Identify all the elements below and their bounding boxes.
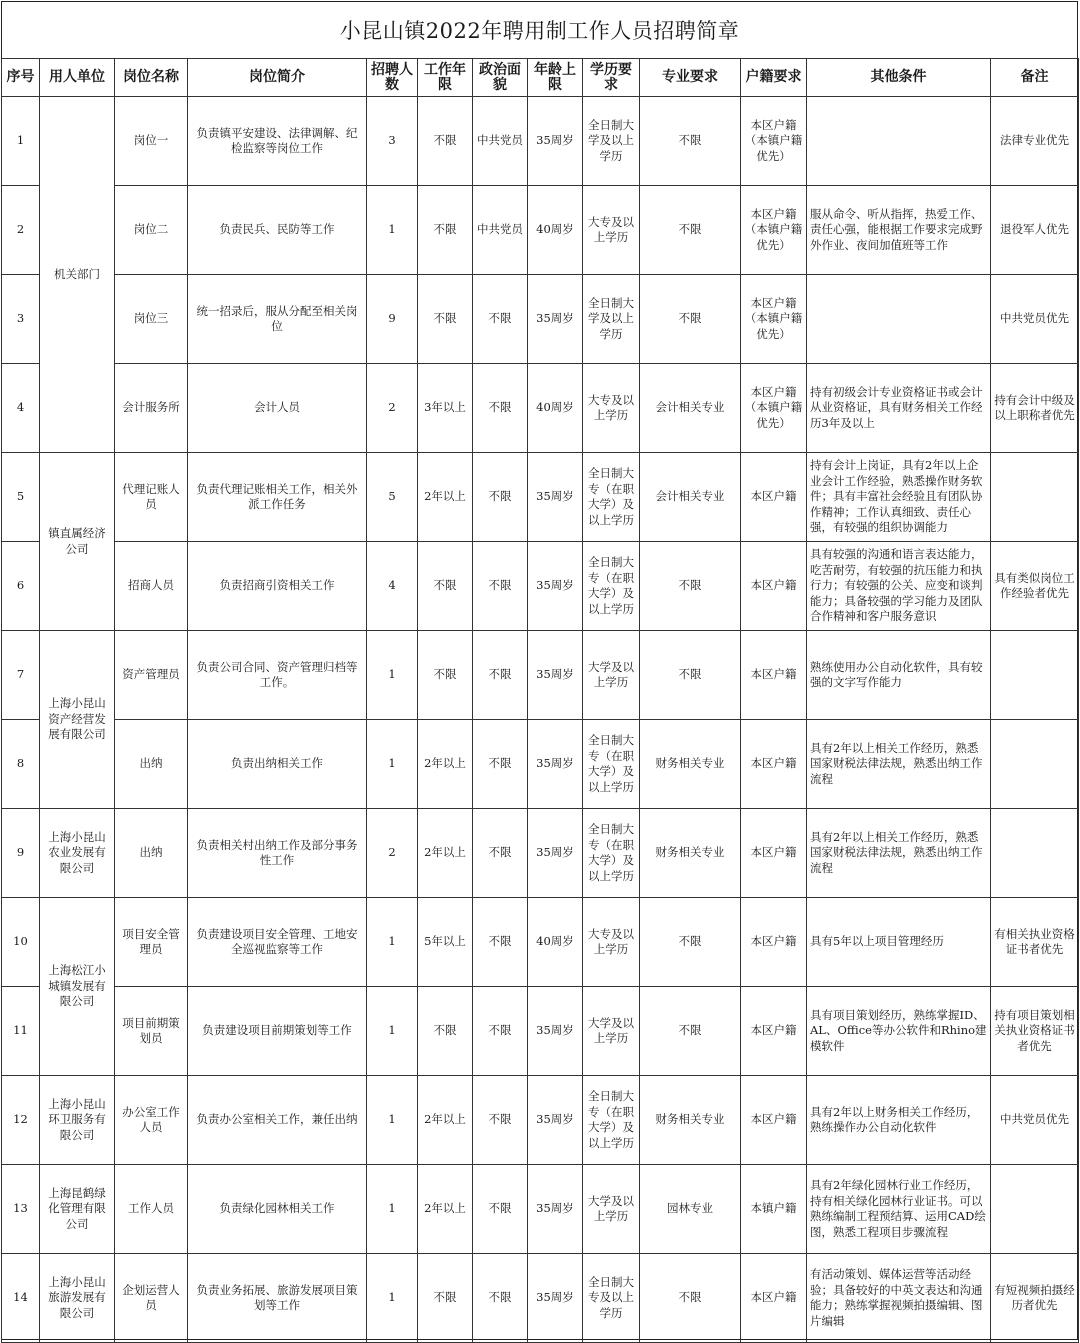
header-seq: 序号: [2, 59, 40, 97]
table-row: [2, 1165, 1079, 1254]
major-cell: 财务相关专业: [640, 809, 741, 898]
remarks-cell: 有短视频拍摄经历者优先: [991, 1254, 1079, 1343]
position-cell: 项目前期策划员: [115, 987, 188, 1076]
years-cell: 不限: [418, 97, 473, 186]
count-cell: 4: [367, 542, 418, 631]
age-cell: 35周岁: [528, 809, 583, 898]
education-cell: 全日制大学及以上学历: [583, 275, 640, 364]
major-cell: 不限: [640, 275, 741, 364]
unit-cell: 上海小昆山农业发展有限公司: [40, 809, 115, 898]
intro-cell: 负责出纳相关工作: [188, 720, 367, 809]
political-cell: 不限: [473, 542, 528, 631]
education-cell: 大学及以上学历: [583, 631, 640, 720]
political-cell: 中共党员: [473, 186, 528, 275]
table-row: [2, 186, 1079, 275]
table-row: [2, 631, 1079, 720]
position-cell: 办公室工作人员: [115, 1076, 188, 1165]
political-cell: 不限: [473, 364, 528, 453]
intro-cell: 负责建设项目安全管理、工地安全巡视监察等工作: [188, 898, 367, 987]
count-cell: 3: [367, 97, 418, 186]
political-cell: 不限: [473, 987, 528, 1076]
age-cell: 35周岁: [528, 720, 583, 809]
position-cell: 代理记账人员: [115, 453, 188, 542]
unit-cell: 上海松江小城镇发展有限公司: [40, 898, 115, 1076]
age-cell: 35周岁: [528, 275, 583, 364]
seq-cell: 3: [2, 275, 40, 364]
seq-cell: 10: [2, 898, 40, 987]
count-cell: 1: [367, 898, 418, 987]
position-cell: 出纳: [115, 809, 188, 898]
years-cell: 2年以上: [418, 453, 473, 542]
years-cell: 不限: [418, 987, 473, 1076]
unit-cell: 上海小昆山旅游发展有限公司: [40, 1254, 115, 1343]
years-cell: 不限: [418, 1254, 473, 1343]
major-cell: 财务相关专业: [640, 720, 741, 809]
hukou-cell: 本区户籍（本镇户籍优先）: [741, 275, 807, 364]
seq-cell: 8: [2, 720, 40, 809]
table-row: [2, 275, 1079, 364]
education-cell: 全日制大专（在职大学）及以上学历: [583, 542, 640, 631]
major-cell: 不限: [640, 542, 741, 631]
remarks-cell: 持有会计中级及以上职称者优先: [991, 364, 1079, 453]
count-cell: 1: [367, 1076, 418, 1165]
education-cell: 全日制大专（在职大学）及以上学历: [583, 453, 640, 542]
major-cell: 不限: [640, 97, 741, 186]
remarks-cell: 持有项目策划相关执业资格证书者优先: [991, 987, 1079, 1076]
intro-cell: 负责镇平安建设、法律调解、纪检监察等岗位工作: [188, 97, 367, 186]
count-cell: 1: [367, 186, 418, 275]
seq-cell: 4: [2, 364, 40, 453]
hukou-cell: 本区户籍: [741, 987, 807, 1076]
table-row: [2, 1076, 1079, 1165]
major-cell: 园林专业: [640, 1165, 741, 1254]
hukou-cell: 本区户籍: [741, 720, 807, 809]
header-other: 其他条件: [807, 59, 991, 97]
position-cell: 岗位三: [115, 275, 188, 364]
remarks-cell: 中共党员优先: [991, 1076, 1079, 1165]
hukou-cell: 本区户籍: [741, 809, 807, 898]
seq-cell: 14: [2, 1254, 40, 1343]
age-cell: 35周岁: [528, 1254, 583, 1343]
other-cell: 持有初级会计专业资格证书或会计从业资格证，具有财务相关工作经历3年及以上: [807, 364, 991, 453]
education-cell: 全日制大专（在职大学）及以上学历: [583, 720, 640, 809]
other-cell: 持有会计上岗证，具有2年以上企业会计工作经验，熟悉操作财务软件；具有丰富社会经验且有团队协作精神；工作认真细致、责任心强，有较强的组织协调能力: [807, 453, 991, 542]
intro-cell: 负责办公室相关工作，兼任出纳: [188, 1076, 367, 1165]
intro-cell: 负责业务拓展、旅游发展项目策划等工作: [188, 1254, 367, 1343]
seq-cell: 12: [2, 1076, 40, 1165]
hukou-cell: 本区户籍: [741, 898, 807, 987]
intro-cell: 负责相关村出纳工作及部分事务性工作: [188, 809, 367, 898]
years-cell: 2年以上: [418, 720, 473, 809]
hukou-cell: 本区户籍（本镇户籍优先）: [741, 97, 807, 186]
political-cell: 不限: [473, 720, 528, 809]
seq-cell: 2: [2, 186, 40, 275]
age-cell: 35周岁: [528, 1165, 583, 1254]
recruitment-table: [1, 58, 1079, 1343]
education-cell: 全日制大专（在职大学）及以上学历: [583, 1076, 640, 1165]
education-cell: 大专及以上学历: [583, 364, 640, 453]
header-count: 招聘人数: [367, 59, 418, 97]
header-remarks: 备注: [991, 59, 1079, 97]
hukou-cell: 本镇户籍: [741, 1165, 807, 1254]
other-cell: 具有2年以上相关工作经历，熟悉国家财税法律法规，熟悉出纳工作流程: [807, 809, 991, 898]
other-cell: [807, 97, 991, 186]
intro-cell: 会计人员: [188, 364, 367, 453]
table-row: [2, 1254, 1079, 1343]
count-cell: 2: [367, 364, 418, 453]
other-cell: 具有项目策划经历，熟练掌握ID、AL、Office等办公软件和Rhino建模软件: [807, 987, 991, 1076]
hukou-cell: 本区户籍: [741, 453, 807, 542]
political-cell: 不限: [473, 1076, 528, 1165]
education-cell: 全日制大专及以上学历: [583, 1254, 640, 1343]
age-cell: 35周岁: [528, 542, 583, 631]
position-cell: 招商人员: [115, 542, 188, 631]
years-cell: 3年以上: [418, 364, 473, 453]
years-cell: 不限: [418, 186, 473, 275]
years-cell: 不限: [418, 275, 473, 364]
count-cell: 5: [367, 453, 418, 542]
position-cell: 项目安全管理员: [115, 898, 188, 987]
table-row: [2, 720, 1079, 809]
intro-cell: 负责公司合同、资产管理归档等工作。: [188, 631, 367, 720]
other-cell: 具有较强的沟通和语言表达能力，吃苦耐劳，有较强的抗压能力和执行力；有较强的公关、应变和谈判能力；具备较强的学习能力及团队合作精神和客户服务意识: [807, 542, 991, 631]
table-row: [2, 809, 1079, 898]
political-cell: 不限: [473, 1254, 528, 1343]
age-cell: 40周岁: [528, 364, 583, 453]
hukou-cell: 本区户籍（本镇户籍优先）: [741, 186, 807, 275]
age-cell: 35周岁: [528, 97, 583, 186]
remarks-cell: [991, 631, 1079, 720]
hukou-cell: 本区户籍: [741, 631, 807, 720]
position-cell: 岗位一: [115, 97, 188, 186]
seq-cell: 1: [2, 97, 40, 186]
intro-cell: 负责招商引资相关工作: [188, 542, 367, 631]
other-cell: 具有2年绿化园林行业工作经历，持有相关绿化园林行业证书。可以熟练编制工程预结算、运用CAD绘图，熟悉工程项目步骤流程: [807, 1165, 991, 1254]
position-cell: 岗位二: [115, 186, 188, 275]
major-cell: 不限: [640, 1254, 741, 1343]
hukou-cell: 本区户籍: [741, 1254, 807, 1343]
count-cell: 1: [367, 987, 418, 1076]
major-cell: 不限: [640, 631, 741, 720]
count-cell: 9: [367, 275, 418, 364]
seq-cell: 6: [2, 542, 40, 631]
education-cell: 全日制大学及以上学历: [583, 97, 640, 186]
seq-cell: 13: [2, 1165, 40, 1254]
unit-cell: 上海小昆山资产经营发展有限公司: [40, 631, 115, 809]
education-cell: 全日制大专（在职大学）及以上学历: [583, 809, 640, 898]
header-years: 工作年限: [418, 59, 473, 97]
count-cell: 1: [367, 631, 418, 720]
major-cell: 不限: [640, 987, 741, 1076]
age-cell: 35周岁: [528, 453, 583, 542]
table-row: [2, 364, 1079, 453]
hukou-cell: 本区户籍: [741, 542, 807, 631]
seq-cell: 9: [2, 809, 40, 898]
hukou-cell: 本区户籍（本镇户籍优先）: [741, 364, 807, 453]
other-cell: [807, 275, 991, 364]
unit-cell: 上海昆鹤绿化管理有限公司: [40, 1165, 115, 1254]
education-cell: 大专及以上学历: [583, 186, 640, 275]
table-row: [2, 987, 1079, 1076]
page-title: 小昆山镇2022年聘用制工作人员招聘简章: [1, 1, 1078, 59]
education-cell: 大专及以上学历: [583, 898, 640, 987]
political-cell: 不限: [473, 453, 528, 542]
header-row: [2, 59, 1079, 97]
remarks-cell: [991, 453, 1079, 542]
political-cell: 不限: [473, 898, 528, 987]
header-age: 年龄上限: [528, 59, 583, 97]
position-cell: 资产管理员: [115, 631, 188, 720]
remarks-cell: 退役军人优先: [991, 186, 1079, 275]
education-cell: 大学及以上学历: [583, 1165, 640, 1254]
count-cell: 1: [367, 1165, 418, 1254]
political-cell: 不限: [473, 1165, 528, 1254]
remarks-cell: [991, 1165, 1079, 1254]
intro-cell: 负责建设项目前期策划等工作: [188, 987, 367, 1076]
remarks-cell: 法律专业优先: [991, 97, 1079, 186]
intro-cell: 负责民兵、民防等工作: [188, 186, 367, 275]
political-cell: 不限: [473, 275, 528, 364]
years-cell: 5年以上: [418, 898, 473, 987]
position-cell: 工作人员: [115, 1165, 188, 1254]
major-cell: 会计相关专业: [640, 364, 741, 453]
years-cell: 不限: [418, 542, 473, 631]
age-cell: 35周岁: [528, 1076, 583, 1165]
other-cell: 熟练使用办公自动化软件，具有较强的文字写作能力: [807, 631, 991, 720]
position-cell: 会计服务所: [115, 364, 188, 453]
political-cell: 不限: [473, 631, 528, 720]
seq-cell: 7: [2, 631, 40, 720]
years-cell: 2年以上: [418, 809, 473, 898]
remarks-cell: 具有类似岗位工作经验者优先: [991, 542, 1079, 631]
age-cell: 35周岁: [528, 987, 583, 1076]
seq-cell: 5: [2, 453, 40, 542]
other-cell: 有活动策划、媒体运营等活动经验；具备较好的中英文表达和沟通能力；熟练掌握视频拍摄编辑、图片编辑: [807, 1254, 991, 1343]
table-row: [2, 453, 1079, 542]
table-row: [2, 542, 1079, 631]
years-cell: 2年以上: [418, 1165, 473, 1254]
hukou-cell: 本区户籍: [741, 1076, 807, 1165]
table-row: [2, 97, 1079, 186]
remarks-cell: [991, 720, 1079, 809]
header-hukou: 户籍要求: [741, 59, 807, 97]
major-cell: 不限: [640, 898, 741, 987]
other-cell: 服从命令、听从指挥，热爱工作、责任心强，能根据工作要求完成野外作业、夜间加值班等工作: [807, 186, 991, 275]
header-unit: 用人单位: [40, 59, 115, 97]
years-cell: 不限: [418, 631, 473, 720]
age-cell: 35周岁: [528, 631, 583, 720]
header-intro: 岗位简介: [188, 59, 367, 97]
intro-cell: 负责绿化园林相关工作: [188, 1165, 367, 1254]
position-cell: 企划运营人员: [115, 1254, 188, 1343]
header-political: 政治面貌: [473, 59, 528, 97]
intro-cell: 负责代理记账相关工作，相关外派工作任务: [188, 453, 367, 542]
remarks-cell: [991, 809, 1079, 898]
other-cell: 具有2年以上财务相关工作经历，熟练操作办公自动化软件: [807, 1076, 991, 1165]
age-cell: 40周岁: [528, 898, 583, 987]
table-row: [2, 898, 1079, 987]
unit-cell: 镇直属经济公司: [40, 453, 115, 631]
major-cell: 会计相关专业: [640, 453, 741, 542]
seq-cell: 11: [2, 987, 40, 1076]
years-cell: 2年以上: [418, 1076, 473, 1165]
remarks-cell: 有相关执业资格证书者优先: [991, 898, 1079, 987]
header-major: 专业要求: [640, 59, 741, 97]
header-position: 岗位名称: [115, 59, 188, 97]
other-cell: 具有2年以上相关工作经历，熟悉国家财税法律法规，熟悉出纳工作流程: [807, 720, 991, 809]
position-cell: 出纳: [115, 720, 188, 809]
unit-cell: 上海小昆山环卫服务有限公司: [40, 1076, 115, 1165]
count-cell: 2: [367, 809, 418, 898]
remarks-cell: 中共党员优先: [991, 275, 1079, 364]
intro-cell: 统一招录后，服从分配至相关岗位: [188, 275, 367, 364]
education-cell: 大学及以上学历: [583, 987, 640, 1076]
major-cell: 不限: [640, 186, 741, 275]
unit-cell: 机关部门: [40, 97, 115, 453]
political-cell: 不限: [473, 809, 528, 898]
count-cell: 1: [367, 1254, 418, 1343]
count-cell: 1: [367, 720, 418, 809]
age-cell: 40周岁: [528, 186, 583, 275]
other-cell: 具有5年以上项目管理经历: [807, 898, 991, 987]
major-cell: 财务相关专业: [640, 1076, 741, 1165]
header-education: 学历要求: [583, 59, 640, 97]
political-cell: 中共党员: [473, 97, 528, 186]
